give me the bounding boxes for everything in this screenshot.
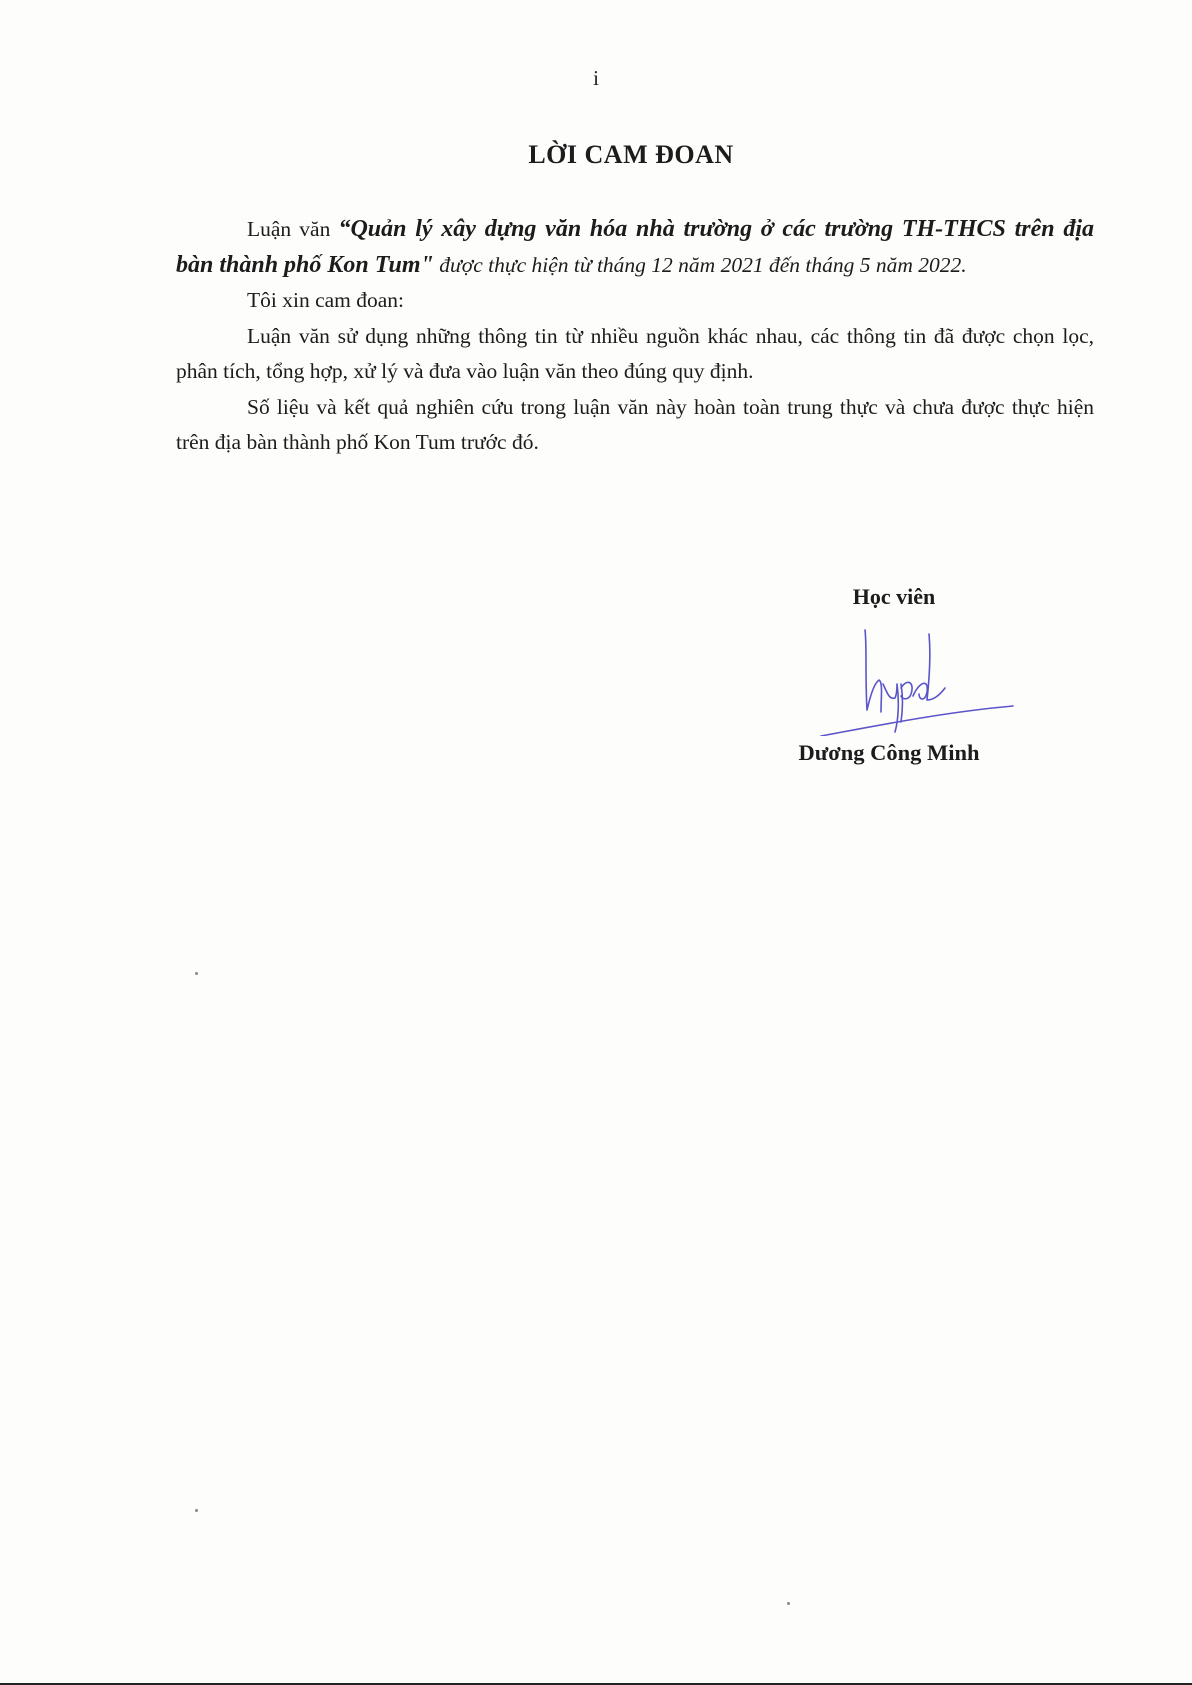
thesis-title: “Quản lý xây dựng văn hóa nhà trường ở các trường TH-THCS trên địa bàn thành phố Kon Tum" — [176, 216, 1095, 278]
signer-role: Học viên — [852, 584, 936, 609]
page-title: LỜI CAM ĐOAN — [528, 140, 734, 169]
intro-prefix: Luận văn — [247, 217, 339, 241]
signer-name: Dương Công Minh — [798, 740, 980, 765]
paragraph-sources: Luận văn sử dụng những thông tin từ nhiều nguồn khác nhau, các thông tin đã được chọn lọc, phân tích, tổng hợp, xử lý và đưa vào luận văn theo đúng quy định. — [176, 323, 1094, 383]
scan-speck — [195, 1509, 198, 1512]
intro-suffix: được thực hiện từ tháng 12 năm 2021 đến tháng 5 năm 2022. — [433, 252, 967, 277]
intro-paragraph — [176, 212, 1094, 283]
handwritten-signature — [815, 626, 1015, 736]
paragraph-declaration: Tôi xin cam đoan: — [247, 288, 405, 312]
commitment-body — [176, 212, 1094, 461]
page-number: i — [593, 66, 599, 90]
paragraph-honesty: Số liệu và kết quả nghiên cứu trong luận văn này hoàn toàn trung thực và chưa được thực hiện trên địa bàn thành phố Kon Tum trước đó. — [176, 394, 1094, 454]
scan-speck — [787, 1602, 790, 1605]
scan-speck — [195, 972, 198, 975]
